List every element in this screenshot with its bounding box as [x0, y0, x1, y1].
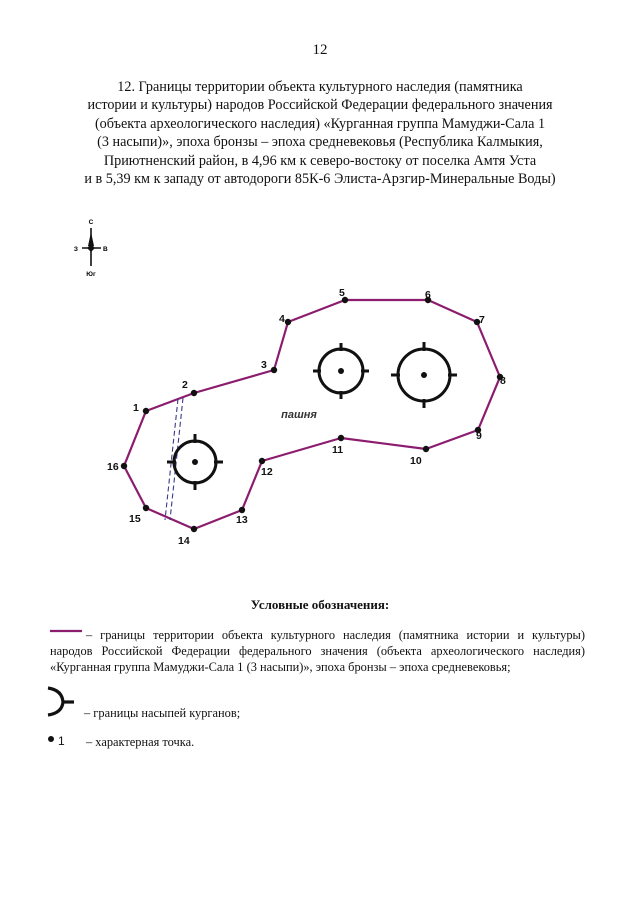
point-label: 6 — [425, 289, 431, 301]
point-label: 7 — [479, 314, 485, 326]
compass-north-label: С — [88, 219, 94, 226]
title-line: и в 5,39 км к западу от автодороги 85К-6 Элиста-Арзгир-Минеральные Воды) — [84, 171, 556, 188]
title-line: 12. Границы территории объекта культурного наследия (памятника — [117, 79, 523, 95]
title-line: (3 насыпи)», эпоха бронзы – эпоха средневековья (Республика Калмыкия, — [97, 134, 543, 151]
point-label: 2 — [182, 379, 188, 391]
title-line: (объекта археологического наследия) «Курганная группа Мамуджи-Сала 1 — [94, 115, 546, 132]
point-label: 9 — [476, 430, 482, 442]
point-label: 13 — [236, 514, 248, 526]
point-label: 4 — [279, 313, 285, 325]
point-label: 8 — [500, 375, 506, 387]
legend-point-label: 1 — [58, 734, 65, 748]
point-legend-dot — [48, 736, 54, 742]
point-label: 12 — [261, 466, 273, 478]
point-label: 1 — [133, 402, 139, 414]
legend-points-text: – характерная точка. — [86, 735, 195, 749]
mound-boundary-legend-icon — [48, 688, 74, 715]
mound-center — [421, 372, 427, 378]
point-label: 11 — [332, 444, 344, 456]
legend-boundary-description: – границы территории объекта культурного наследия (памятника истории и культуры) народов Российской Федерации федерального значения (объекта археологического наследия) «Курганная группа Мамуджи-Сала 1 (3 насыпи)», эпоха бронзы – эпоха средневековья; — [50, 628, 585, 674]
legend-mounds-text: – границы насыпей курганов; — [84, 706, 241, 720]
point-label: 3 — [261, 359, 267, 371]
compass-east-label: В — [103, 246, 108, 253]
mound-center — [192, 459, 198, 465]
title-line: истории и культуры) народов Российской Федерации федерального значения — [87, 97, 553, 114]
point-label: 5 — [339, 287, 345, 299]
point-label: 14 — [178, 535, 190, 547]
area-label: пашня — [281, 409, 317, 421]
point-label: 15 — [129, 513, 141, 525]
legend-boundary-text — [50, 627, 585, 675]
mound-center — [338, 368, 344, 374]
title-line: Приютненский район, в 4,96 км к северо-востоку от поселка Амтя Уста — [103, 152, 537, 169]
page-number: 12 — [312, 42, 328, 58]
legend-title: Условные обозначения: — [250, 597, 390, 612]
point-label: 10 — [410, 455, 422, 467]
compass-icon — [74, 219, 108, 278]
point-label: 16 — [107, 461, 119, 473]
compass-west-label: З — [73, 246, 78, 253]
compass-south-label: Юг — [86, 271, 96, 278]
